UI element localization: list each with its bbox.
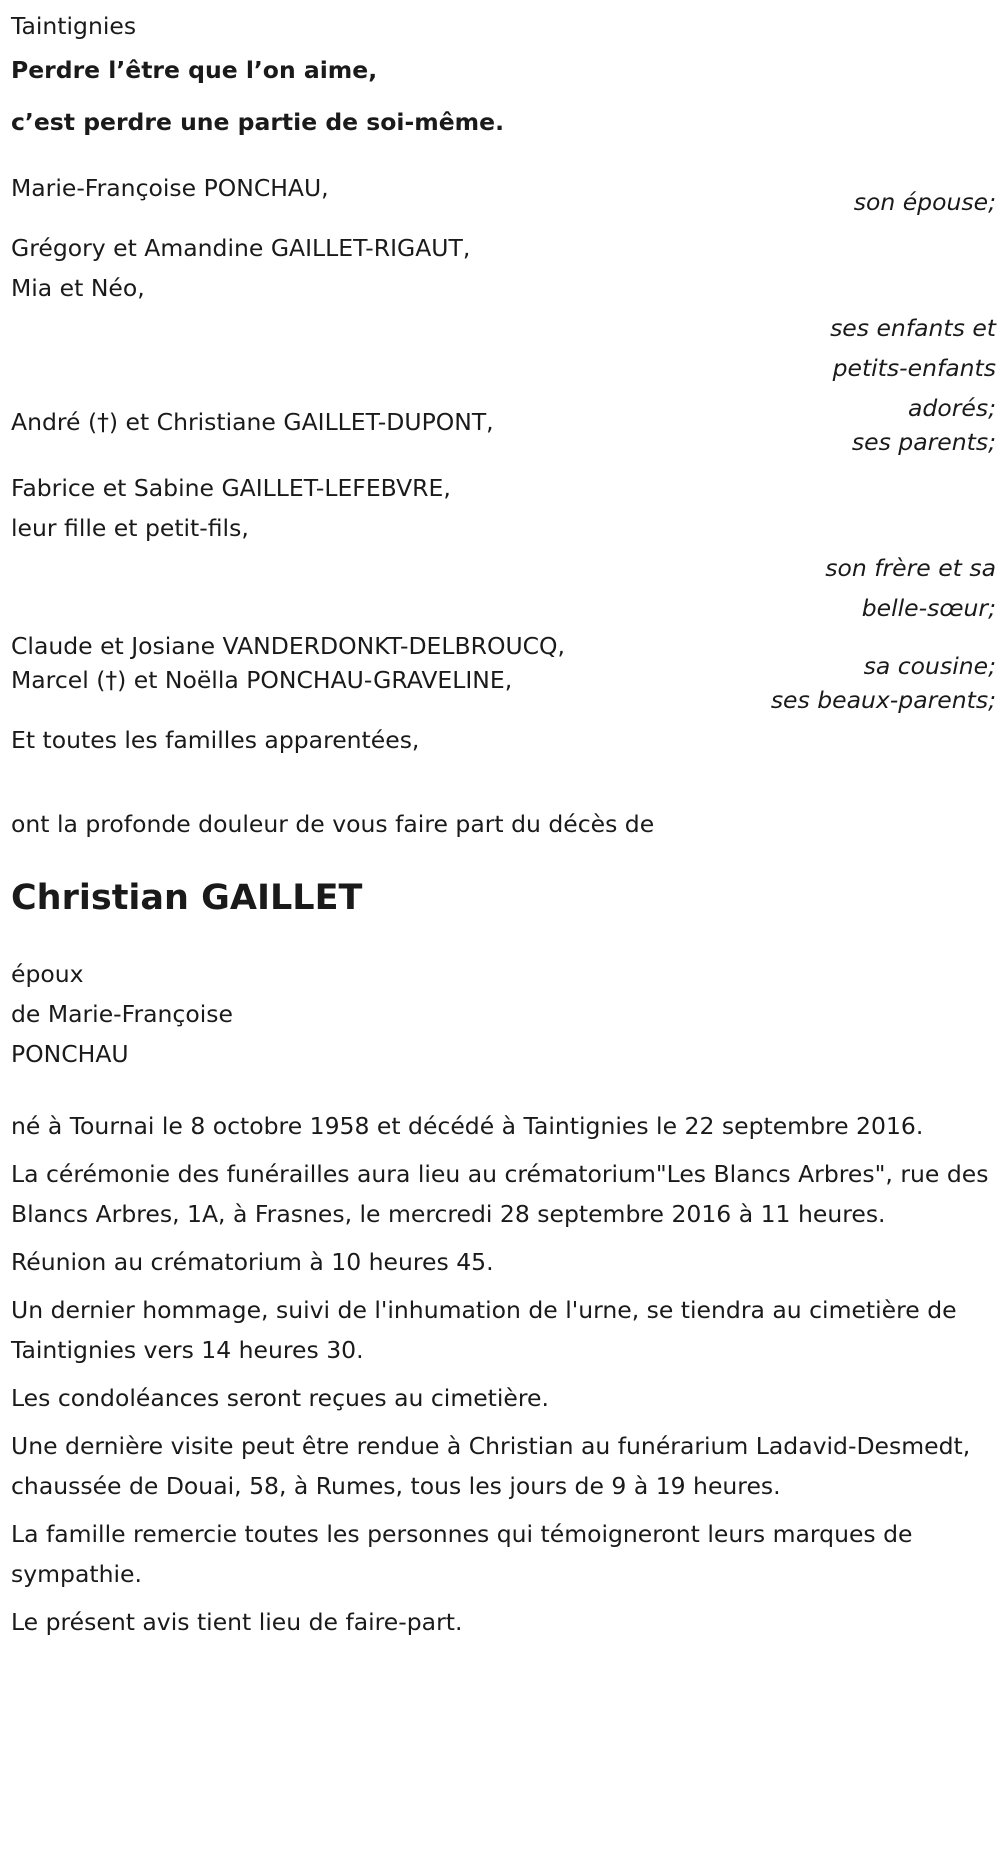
family-names [11,228,996,308]
family-name-line: Grégory et Amandine GAILLET-RIGAUT, [11,234,471,262]
family-list [11,168,996,760]
paragraph: Réunion au crématorium à 10 heures 45. [11,1248,494,1276]
relation-line: belle-sœur; [861,594,996,622]
paragraph: Le présent avis tient lieu de faire-part. [11,1608,463,1636]
relation-line: sa cousine; [863,652,996,680]
spouse-line: époux [11,960,84,988]
family-row [11,468,996,628]
relation-line: ses beaux-parents; [770,686,996,714]
relation-line: adorés; [908,394,996,422]
spouse-info [11,954,996,1074]
announcement: ont la profonde douleur de vous faire part du décès de [11,810,655,838]
family-relation [11,548,996,628]
family-row [11,402,996,462]
family-row [11,228,996,428]
quote-line-2: c’est perdre une partie de soi-même. [11,108,504,136]
paragraph: Une dernière visite peut être rendue à Christian au funérarium Ladavid-Desmedt, chaussée de Douai, 58, à Rumes, tous les jours de 9 à 19 heures. [11,1432,971,1500]
paragraph: Les condoléances seront reçues au cimetière. [11,1384,549,1412]
family-name-line: Claude et Josiane VANDERDONKT-DELBROUCQ, [11,632,566,660]
family-name-line: Marie-Françoise PONCHAU, [11,174,329,202]
family-name-line: André (†) et Christiane GAILLET-DUPONT, [11,408,494,436]
town-name: Taintignies [11,12,137,40]
family-name-line: Marcel (†) et Noëlla PONCHAU-GRAVELINE, [11,666,513,694]
family-names [11,720,996,760]
spouse-line: de Marie-Françoise [11,1000,233,1028]
paragraph: La cérémonie des funérailles aura lieu au crématorium"Les Blancs Arbres", rue des Blancs Arbres, 1A, à Frasnes, le mercredi 28 septembre 2016 à 11 heures. [11,1160,989,1228]
relation-line: petits-enfants [832,354,996,382]
family-name-line: Et toutes les familles apparentées, [11,726,420,754]
family-names [11,468,996,548]
obituary-notice [11,6,996,1642]
relation-line: son épouse; [853,188,996,216]
quote [11,44,996,148]
relation-line: ses enfants et [830,314,996,342]
quote-line-1: Perdre l’être que l’on aime, [11,56,378,84]
relation-line: son frère et sa [825,554,996,582]
family-name-line: leur fille et petit-fils, [11,514,249,542]
spouse-line: PONCHAU [11,1040,129,1068]
family-row [11,168,996,222]
deceased-name: Christian GAILLET [11,878,363,918]
family-row [11,660,996,720]
family-name-line: Mia et Néo, [11,274,145,302]
paragraph: né à Tournai le 8 octobre 1958 et décédé à Taintignies le 22 septembre 2016. [11,1112,924,1140]
family-name-line: Fabrice et Sabine GAILLET-LEFEBVRE, [11,474,451,502]
paragraph: La famille remercie toutes les personnes qui témoigneront leurs marques de sympathie. [11,1520,913,1588]
paragraph: Un dernier hommage, suivi de l'inhumation de l'urne, se tiendra au cimetière de Taintignies vers 14 heures 30. [11,1296,957,1364]
family-row [11,720,996,760]
relation-line: ses parents; [851,428,996,456]
